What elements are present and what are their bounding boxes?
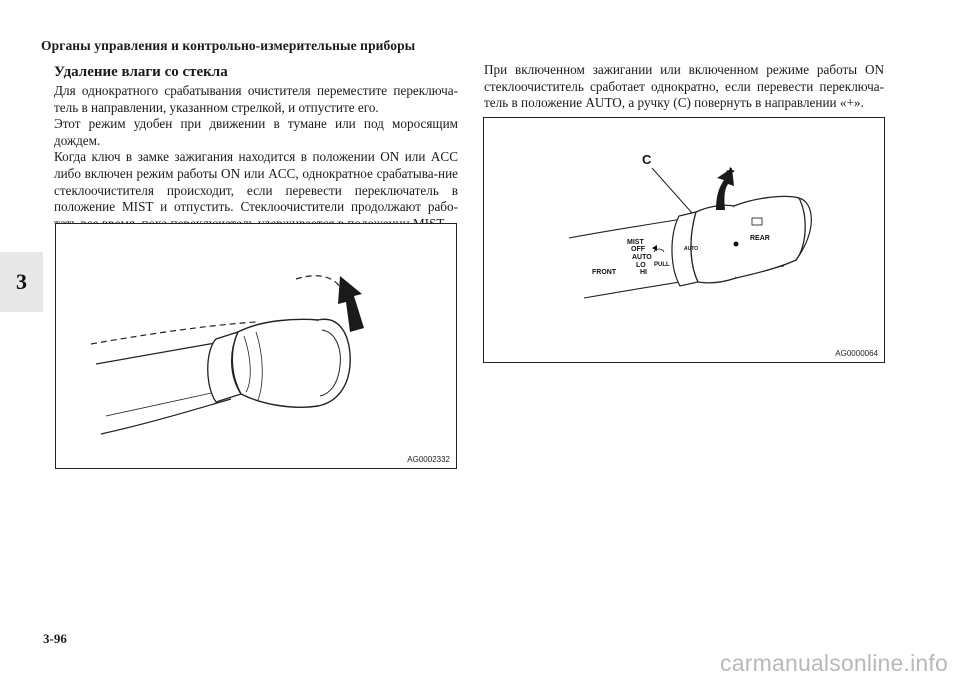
page-header: Органы управления и контрольно-измерительные приборы [41, 38, 416, 53]
position-off: OFF [631, 246, 645, 253]
pull-label: PULL [654, 262, 670, 268]
figure-code: AG0002332 [407, 455, 450, 464]
rear-label: REAR [750, 235, 770, 242]
paragraph-2: Этот режим удобен при движении в тумане или под моросящим дождем. [54, 116, 458, 148]
paragraph-1: Для однократного срабатывания очистителя переместите переключа-тель в направлении, указанном стрелкой, и отпустите его. [54, 83, 458, 115]
chapter-tab [0, 252, 43, 312]
paragraph-right-1: При включенном зажигании или включенном режиме работы ON стеклоочиститель сработает однократно, если перевести переключа-тель в положение AUTO, а ручку (C) повернуть в направлении «+». [484, 62, 884, 111]
figure-wiper-lever-mist [55, 223, 457, 469]
position-hi: HI [640, 269, 647, 276]
position-auto: AUTO [632, 254, 652, 261]
wiper-lever-auto-illustration [484, 118, 884, 362]
figure-code: AG0000064 [835, 349, 878, 358]
chapter-tab-label: 3 [16, 269, 27, 294]
callout-c-label: C [642, 152, 652, 167]
left-column [54, 62, 458, 232]
page-number: 3-96 [43, 631, 67, 646]
auto-ring-label: AUTO [684, 246, 699, 252]
watermark: carmanualsonline.info [720, 650, 948, 676]
front-label: FRONT [592, 269, 617, 276]
paragraph-3: Когда ключ в замке зажигания находится в положении ON или ACC либо включен режим работы ON или ACC, однократное срабатыва-ние стеклоочистителя происходит, если перевести переключатель в положение MIST и отпустить. Стеклоочистители продолжают рабо- [54, 149, 458, 215]
figure-wiper-lever-auto [483, 117, 885, 363]
position-mist: MIST [627, 239, 644, 246]
position-lo: LO [636, 262, 646, 269]
section-title: Удаление влаги со стекла [54, 64, 228, 80]
right-column [484, 62, 884, 112]
wiper-lever-illustration [56, 224, 456, 468]
plus-direction-label: + [726, 163, 735, 180]
